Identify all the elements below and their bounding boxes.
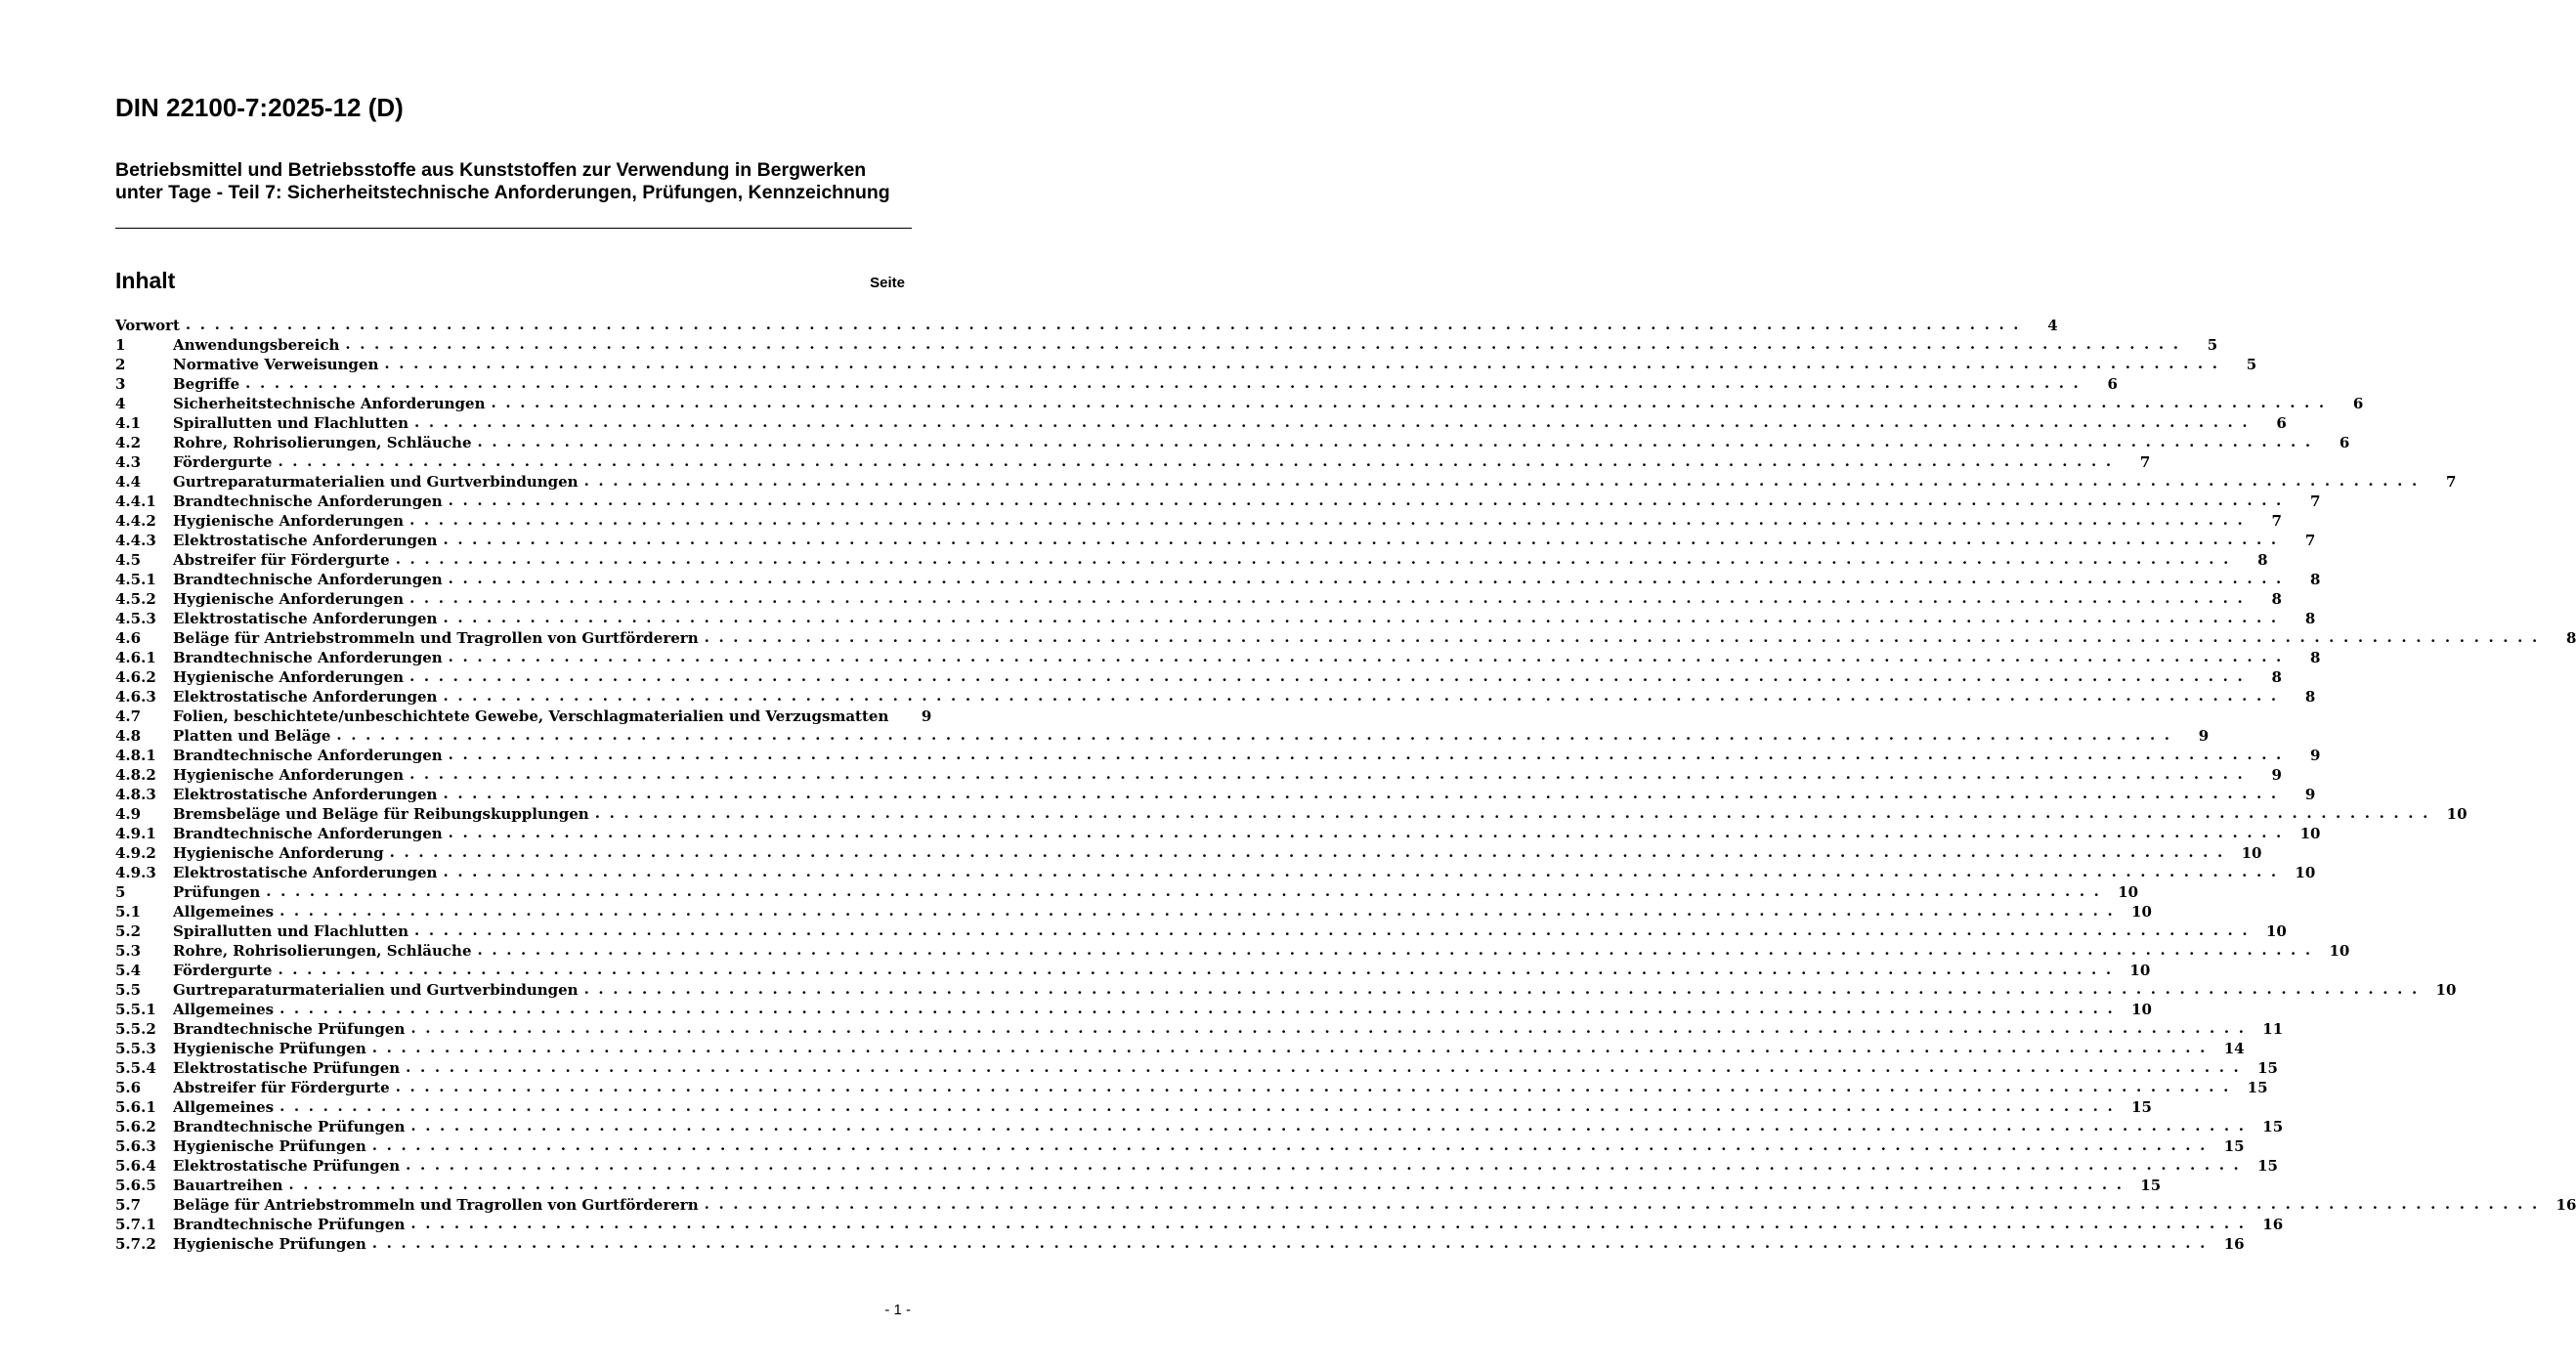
toc-entry[interactable]: [115, 355, 2257, 374]
toc-entry-body: [173, 980, 2457, 1000]
toc-dot-leader: [288, 1175, 2124, 1194]
toc-dot-leader: [409, 588, 2245, 608]
toc-entry-page: 15: [2247, 1079, 2268, 1096]
toc-entry-body: [115, 316, 2058, 335]
toc-entry[interactable]: [115, 628, 2576, 648]
toc-entry[interactable]: [115, 902, 2152, 921]
toc-entry-title: Rohre, Rohrisolierungen, Schläuche: [173, 434, 472, 451]
toc-entry-title: Normative Verweisungen: [173, 356, 379, 373]
toc-dot-leader: [410, 1018, 2246, 1038]
toc-entry-page: 7: [2139, 453, 2151, 471]
toc-entry-body: [173, 1215, 2284, 1234]
toc-entry-title: Brandtechnische Anforderungen: [173, 493, 443, 510]
toc-entry-number: 4.5.3: [115, 610, 156, 627]
toc-entry-body: [173, 570, 2321, 589]
toc-entry[interactable]: [115, 1136, 2245, 1156]
toc-entry-title: Begriffe: [173, 375, 240, 393]
toc-entry-title: Allgemeines: [173, 1001, 275, 1018]
toc-entry-number: 4.2: [115, 434, 142, 451]
toc-entry[interactable]: [115, 863, 2316, 882]
toc-dot-leader: [478, 432, 2313, 451]
toc-dot-leader: [266, 881, 2101, 901]
toc-entry-page: 5: [2207, 336, 2218, 354]
toc-entry[interactable]: [115, 316, 2058, 335]
toc-dot-leader: [584, 471, 2420, 491]
toc-entry-body: [173, 550, 2268, 570]
toc-entry-title: Brandtechnische Anforderungen: [173, 649, 443, 666]
toc-entry-number: 4.4.3: [115, 532, 156, 549]
toc-entry-title: Anwendungsbereich: [173, 336, 340, 354]
toc-entry-number: 5: [115, 883, 126, 901]
toc-entry-page: 6: [2107, 375, 2118, 393]
toc-entry-title: Gurtreparaturmaterialien und Gurtverbindungen: [173, 981, 579, 999]
toc-entry-page: 10: [2446, 805, 2468, 823]
toc-entry[interactable]: [115, 648, 2321, 667]
toc-entry-number: 4.1: [115, 414, 142, 432]
toc-entry-number: 4.8.3: [115, 786, 156, 803]
toc-entry[interactable]: [115, 1058, 2278, 1078]
toc-entry-page: 15: [2131, 1098, 2152, 1116]
toc-dot-leader: [372, 1038, 2208, 1057]
toc-dot-leader: [705, 1194, 2540, 1214]
toc-dot-leader: [492, 393, 2327, 412]
toc-entry-body: [173, 765, 2282, 785]
toc-entry[interactable]: [115, 1000, 2152, 1019]
toc-entry-body: [173, 961, 2151, 980]
toc-entry-body: [173, 1176, 2162, 1195]
toc-dot-leader: [443, 686, 2278, 706]
toc-entry-number: 4.4.1: [115, 493, 156, 510]
toc-entry-number: 5.6.1: [115, 1098, 156, 1116]
toc-entry-body: [173, 1234, 2245, 1254]
toc-entry[interactable]: [115, 961, 2151, 980]
toc-dot-leader: [336, 725, 2171, 745]
toc-entry-title: Brandtechnische Prüfungen: [173, 1216, 406, 1233]
toc-entry-body: [173, 863, 2316, 882]
toc-entry-title: Bremsbeläge und Beläge für Reibungskupplungen: [173, 805, 589, 823]
toc-dot-leader: [384, 354, 2219, 373]
toc-entry-body: [173, 472, 2457, 492]
toc-entry-title: Beläge für Antriebstrommeln und Tragrollen von Gurtförderern: [173, 629, 699, 647]
toc-entry-page: 16: [2223, 1235, 2245, 1253]
toc-entry-number: 5.6: [115, 1079, 142, 1096]
toc-entry-page: 15: [2257, 1059, 2278, 1077]
toc-entry-page: 6: [2352, 395, 2364, 412]
toc-entry-page: 8: [2304, 688, 2316, 706]
toc-entry-title: Hygienische Anforderungen: [173, 512, 405, 530]
toc-entry-title: Hygienische Anforderungen: [173, 766, 405, 784]
toc-entry-title: Elektrostatische Anforderungen: [173, 786, 438, 803]
toc-entry-body: [173, 843, 2262, 863]
toc-entry-number: 5.6.4: [115, 1157, 156, 1175]
toc-dot-leader: [443, 530, 2278, 549]
toc-entry-number: 4.6.1: [115, 649, 156, 666]
toc-entry[interactable]: [115, 1117, 2284, 1136]
toc-dot-leader: [414, 921, 2250, 940]
toc-entry-page: 10: [2299, 825, 2321, 842]
title-divider: [115, 228, 912, 229]
toc-entry-title: Rohre, Rohrisolierungen, Schläuche: [173, 942, 472, 960]
toc-entry[interactable]: [115, 765, 2282, 785]
toc-dot-leader: [584, 979, 2420, 999]
toc-entry[interactable]: [115, 1078, 2268, 1097]
toc-page-column-label: Seite: [870, 275, 905, 291]
toc-dot-leader: [396, 1077, 2231, 1096]
toc-entry[interactable]: [115, 804, 2468, 824]
toc-entry[interactable]: [115, 1156, 2278, 1176]
toc-entry-title: Abstreifer für Fördergurte: [173, 551, 390, 569]
toc-entry[interactable]: [115, 1039, 2245, 1058]
toc-entry-title: Hygienische Prüfungen: [173, 1235, 366, 1253]
toc-entry-page: 10: [2295, 864, 2316, 881]
toc-entry-number: 5.7.1: [115, 1216, 156, 1233]
toc-entry-page: 10: [2435, 981, 2457, 999]
toc-entry[interactable]: [115, 726, 2210, 746]
toc-entry-title: Hygienische Anforderungen: [173, 590, 405, 608]
toc-entry[interactable]: [115, 1215, 2284, 1234]
toc-entry-page: 16: [2262, 1216, 2284, 1233]
toc-entry-body: [173, 1117, 2284, 1136]
toc-entry[interactable]: [115, 707, 932, 726]
toc-entry-body: [173, 492, 2321, 511]
toc-entry[interactable]: [115, 550, 2268, 570]
toc-entry-number: 4.9.2: [115, 844, 156, 862]
toc-entry-title: Brandtechnische Anforderungen: [173, 825, 443, 842]
toc-entry-page: 8: [2271, 590, 2282, 608]
toc-entry-title: Fördergurte: [173, 962, 273, 979]
toc-dot-leader: [705, 627, 2540, 647]
toc-entry[interactable]: [115, 1176, 2162, 1195]
toc-entry-page: 8: [2271, 668, 2282, 686]
toc-entry-title: Elektrostatische Anforderungen: [173, 532, 438, 549]
toc-entry[interactable]: [115, 667, 2282, 687]
toc-entry-number: 1: [115, 336, 126, 354]
toc-entry-page: 8: [2257, 551, 2268, 569]
toc-entry[interactable]: [115, 1097, 2152, 1117]
toc-entry-page: 6: [2276, 414, 2287, 432]
toc-entry-number: 4.6.3: [115, 688, 156, 706]
toc-entry-body: [173, 882, 2139, 902]
toc-entry-body: [173, 335, 2218, 355]
toc-entry-page: 15: [2140, 1177, 2162, 1194]
toc-entry-page: 16: [2555, 1196, 2576, 1214]
toc-entry[interactable]: [115, 921, 2287, 941]
toc-dot-leader: [396, 549, 2231, 569]
toc-entry[interactable]: [115, 472, 2457, 492]
toc-dot-leader: [245, 373, 2081, 393]
toc-entry[interactable]: [115, 824, 2321, 843]
toc-dot-leader: [409, 666, 2245, 686]
toc-entry-title: Allgemeines: [173, 903, 275, 921]
toc-dot-leader: [449, 569, 2284, 588]
toc-entry-page: 9: [921, 707, 932, 725]
toc-dot-leader: [449, 823, 2284, 842]
toc-entry-title: Brandtechnische Anforderungen: [173, 571, 443, 588]
toc-entry-number: 3: [115, 375, 126, 393]
toc-entry-body: [173, 1058, 2278, 1078]
toc-entry-page: 6: [2339, 434, 2350, 451]
toc-entry-title: Brandtechnische Prüfungen: [173, 1118, 406, 1135]
toc-entry-page: 8: [2304, 610, 2316, 627]
toc-entry-title: Brandtechnische Anforderungen: [173, 747, 443, 764]
toc-entry-number: 4: [115, 395, 126, 412]
toc-dot-leader: [278, 451, 2113, 471]
toc-entry[interactable]: [115, 452, 2151, 472]
toc-entry-body: [173, 941, 2350, 961]
toc-entry-number: 5.7.2: [115, 1235, 156, 1253]
toc-entry-page: 9: [2310, 747, 2321, 764]
toc-entry-title: Hygienische Anforderungen: [173, 668, 405, 686]
toc-entry[interactable]: [115, 609, 2316, 628]
toc-entry-body: [173, 1136, 2245, 1156]
toc-entry-number: 4.8.2: [115, 766, 156, 784]
toc-dot-leader: [449, 745, 2284, 764]
toc-entry-title: Sicherheitstechnische Anforderungen: [173, 395, 486, 412]
toc-entry-body: [173, 1156, 2278, 1176]
toc-entry[interactable]: [115, 394, 2364, 413]
toc-entry-body: [173, 687, 2316, 707]
toc-entry[interactable]: [115, 1234, 2245, 1254]
toc-entry[interactable]: [115, 531, 2316, 550]
toc-dot-leader: [478, 940, 2313, 960]
toc-entry-page: 14: [2223, 1040, 2245, 1057]
toc-entry-page: 10: [2241, 844, 2262, 862]
toc-entry-page: 7: [2445, 473, 2457, 491]
toc-entry-body: [173, 628, 2576, 648]
toc-entry-number: 5.6.3: [115, 1137, 156, 1155]
toc-entry-page: 10: [2329, 942, 2350, 960]
toc-entry-number: 5.3: [115, 942, 142, 960]
toc-entry-body: [173, 394, 2364, 413]
toc-dot-leader: [372, 1233, 2208, 1253]
toc-entry-title: Beläge für Antriebstrommeln und Tragrollen von Gurtförderern: [173, 1196, 699, 1214]
toc-dot-leader: [390, 842, 2225, 862]
toc-entry[interactable]: [115, 980, 2457, 1000]
toc-entry-number: 5.7: [115, 1196, 142, 1214]
toc-entry[interactable]: [115, 335, 2218, 355]
toc-dot-leader: [279, 999, 2115, 1018]
toc-entry-page: 5: [2246, 356, 2257, 373]
toc-entry-body: [173, 1195, 2576, 1215]
toc-entry-number: 5.5.2: [115, 1020, 156, 1038]
toc-entry-title: Brandtechnische Prüfungen: [173, 1020, 406, 1038]
page-number: - 1 -: [884, 1302, 911, 1318]
toc-entry[interactable]: [115, 1195, 2576, 1215]
toc-entry-title: Abstreifer für Fördergurte: [173, 1079, 390, 1096]
toc-entry-number: 4.4.2: [115, 512, 156, 530]
toc-entry-title: Elektrostatische Prüfungen: [173, 1059, 401, 1077]
toc-dot-leader: [409, 510, 2245, 530]
toc-entry-body: [173, 902, 2152, 921]
toc-entry-page: 7: [2304, 532, 2316, 549]
toc-dot-leader: [279, 901, 2115, 921]
toc-entry-body: [173, 804, 2468, 824]
toc-dot-leader: [345, 334, 2180, 354]
toc-entry-body: [173, 707, 932, 726]
toc-entry[interactable]: [115, 511, 2282, 531]
toc-entry-page: 4: [2047, 317, 2058, 334]
toc-dot-leader: [410, 1214, 2246, 1233]
toc-dot-leader: [410, 1116, 2246, 1135]
toc-entry-title: Spirallutten und Flachlutten: [173, 414, 409, 432]
toc-entry-number: 5.5.4: [115, 1059, 156, 1077]
toc-entry-page: 10: [2131, 1001, 2152, 1018]
toc-entry-number: 2: [115, 356, 126, 373]
toc-dot-leader: [595, 803, 2430, 823]
toc-entry[interactable]: [115, 785, 2316, 804]
toc-entry-page: 8: [2565, 629, 2576, 647]
toc-dot-leader: [409, 764, 2245, 784]
toc-entry-page: 8: [2310, 649, 2321, 666]
toc-entry-body: [173, 1000, 2152, 1019]
toc-entry-number: 5.2: [115, 922, 142, 940]
toc-entry-body: [173, 921, 2287, 941]
toc-entry-page: 9: [2198, 727, 2210, 745]
toc-dot-leader: [443, 608, 2278, 627]
toc-entry-body: [173, 589, 2282, 609]
document-title: DIN 22100-7:2025-12 (D): [115, 93, 404, 122]
toc-entry-number: 4.5.1: [115, 571, 156, 588]
toc-entry-title: Elektrostatische Anforderungen: [173, 688, 438, 706]
toc-entry-page: 7: [2310, 493, 2321, 510]
toc-entry-number: 5.5: [115, 981, 142, 999]
toc-entry-number: 4.8: [115, 727, 142, 745]
toc-entry[interactable]: [115, 843, 2262, 863]
toc-entry-body: [173, 648, 2321, 667]
toc-entry-number: 4.5: [115, 551, 142, 569]
toc-entry-page: 11: [2262, 1020, 2284, 1038]
toc-entry-body: [173, 1019, 2284, 1039]
toc-entry[interactable]: [115, 941, 2350, 961]
toc-entry-title: Hygienische Prüfungen: [173, 1137, 366, 1155]
toc-entry[interactable]: [115, 1019, 2284, 1039]
toc-entry-page: 15: [2223, 1137, 2245, 1155]
toc-entry-page: 9: [2271, 766, 2282, 784]
toc-entry-title: Platten und Beläge: [173, 727, 331, 745]
toc-entry-body: [173, 1078, 2268, 1097]
toc-entry-number: 5.1: [115, 903, 142, 921]
toc-dot-leader: [443, 862, 2278, 881]
toc-entry-body: [173, 609, 2316, 628]
toc-dot-leader: [279, 1096, 2115, 1116]
toc-entry-body: [173, 726, 2210, 746]
table-of-contents: [115, 316, 2576, 1254]
toc-entry[interactable]: [115, 492, 2321, 511]
toc-entry-title: Bauartreihen: [173, 1177, 283, 1194]
toc-entry-body: [173, 824, 2321, 843]
toc-entry-number: 4.8.1: [115, 747, 156, 764]
toc-entry-body: [173, 1039, 2245, 1058]
toc-entry-title: Vorwort: [115, 317, 180, 334]
toc-entry-body: [173, 433, 2350, 452]
toc-entry-body: [173, 413, 2287, 433]
toc-dot-leader: [443, 784, 2278, 803]
toc-entry-number: 5.6.5: [115, 1177, 156, 1194]
toc-entry-page: 15: [2262, 1118, 2284, 1135]
toc-entry-number: 4.4: [115, 473, 142, 491]
toc-entry-number: 4.3: [115, 453, 142, 471]
toc-entry-number: 5.5.3: [115, 1040, 156, 1057]
toc-entry-page: 10: [2131, 903, 2152, 921]
toc-entry-body: [173, 785, 2316, 804]
toc-entry-body: [173, 746, 2321, 765]
toc-entry[interactable]: [115, 589, 2282, 609]
toc-entry-page: 9: [2304, 786, 2316, 803]
toc-entry-page: 10: [2265, 922, 2287, 940]
toc-dot-leader: [449, 491, 2284, 510]
toc-entry-body: [173, 667, 2282, 687]
toc-dot-leader: [372, 1135, 2208, 1155]
toc-entry-body: [173, 355, 2257, 374]
toc-entry-number: 5.5.1: [115, 1001, 156, 1018]
toc-dot-leader: [406, 1057, 2241, 1077]
toc-entry-title: Elektrostatische Anforderungen: [173, 610, 438, 627]
toc-entry[interactable]: [115, 570, 2321, 589]
toc-entry-number: 4.6: [115, 629, 142, 647]
toc-entry-title: Prüfungen: [173, 883, 261, 901]
toc-entry-body: [173, 531, 2316, 550]
toc-entry-title: Folien, beschichtete/unbeschichtete Gewebe, Verschlagmaterialien und Verzugsmatten: [173, 707, 889, 725]
toc-entry-number: 4.7: [115, 707, 142, 725]
toc-entry-title: Hygienische Prüfungen: [173, 1040, 366, 1057]
toc-entry[interactable]: [115, 433, 2350, 452]
toc-entry-title: Elektrostatische Prüfungen: [173, 1157, 401, 1175]
toc-entry[interactable]: [115, 687, 2316, 707]
toc-entry-title: Allgemeines: [173, 1098, 275, 1116]
toc-entry-number: 4.9.1: [115, 825, 156, 842]
toc-entry[interactable]: [115, 374, 2118, 394]
toc-entry-title: Gurtreparaturmaterialien und Gurtverbindungen: [173, 473, 579, 491]
toc-entry-page: 10: [2118, 883, 2139, 901]
toc-entry-body: [173, 374, 2118, 394]
toc-dot-leader: [414, 412, 2250, 432]
toc-dot-leader: [406, 1155, 2241, 1175]
toc-entry-page: 15: [2257, 1157, 2278, 1175]
toc-heading: Inhalt: [115, 268, 176, 293]
toc-entry[interactable]: [115, 413, 2287, 433]
document-subtitle: Betriebsmittel und Betriebsstoffe aus Kunststoffen zur Verwendung in Bergwerken unter Tage - Teil 7: Sicherheitstechnische Anforderungen, Prüfungen, Kennzeichnung: [115, 159, 890, 203]
toc-entry-number: 4.6.2: [115, 668, 156, 686]
toc-entry-title: Fördergurte: [173, 453, 273, 471]
toc-dot-leader: [449, 647, 2284, 666]
toc-entry-number: 5.4: [115, 962, 142, 979]
toc-entry-title: Hygienische Anforderung: [173, 844, 384, 862]
toc-entry-page: 10: [2129, 962, 2151, 979]
toc-entry[interactable]: [115, 746, 2321, 765]
toc-dot-leader: [186, 315, 2021, 334]
toc-entry-body: [173, 452, 2151, 472]
toc-entry-number: 4.9.3: [115, 864, 156, 881]
toc-entry-number: 4.5.2: [115, 590, 156, 608]
toc-entry-title: Elektrostatische Anforderungen: [173, 864, 438, 881]
toc-entry-body: [173, 511, 2282, 531]
toc-entry-number: 5.6.2: [115, 1118, 156, 1135]
toc-entry-number: 4.9: [115, 805, 142, 823]
toc-entry-title: Spirallutten und Flachlutten: [173, 922, 409, 940]
toc-entry-page: 7: [2271, 512, 2282, 530]
toc-entry-body: [173, 1097, 2152, 1117]
toc-entry[interactable]: [115, 882, 2139, 902]
toc-dot-leader: [278, 960, 2113, 979]
toc-entry-page: 8: [2310, 571, 2321, 588]
